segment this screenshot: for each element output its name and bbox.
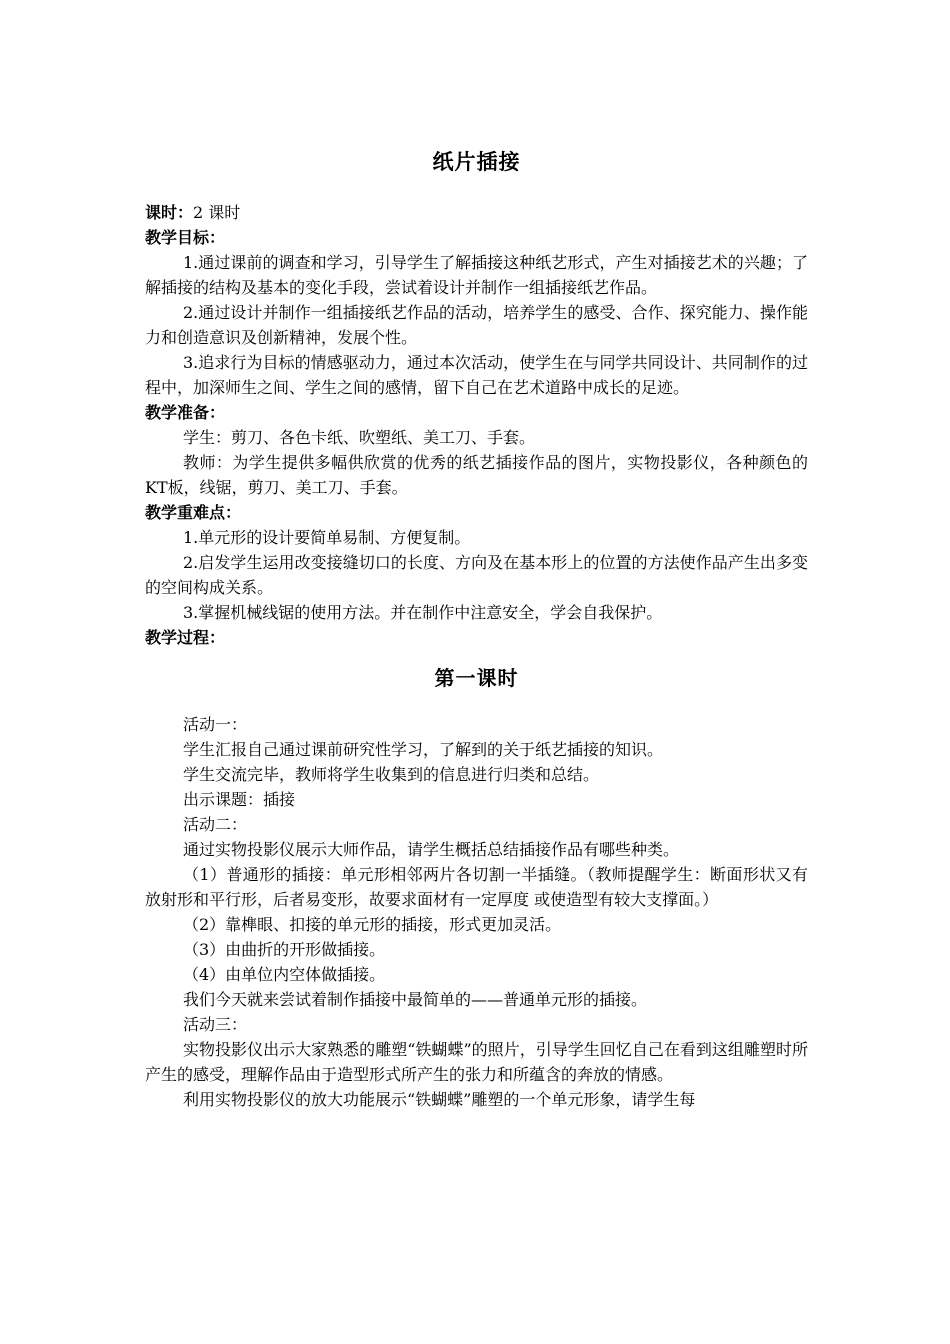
key-point-item: 2.启发学生运用改变接缝切口的长度、方向及在基本形上的位置的方法使作品产生出多变的空间构成关系。 — [145, 553, 808, 597]
lesson-line: 活动三： — [183, 1015, 248, 1034]
lesson-line: 利用实物投影仪的放大功能展示“铁蝴蝶”雕塑的一个单元形象，请学生每 — [183, 1090, 696, 1109]
key-point-item: 3.掌握机械线锯的使用方法。并在制作中注意安全，学会自我保护。 — [183, 603, 663, 622]
prep-heading: 教学准备： — [145, 403, 226, 422]
goal-item: 3.追求行为目标的情感驱动力，通过本次活动，使学生在与同学共同设计、共同制作的过程中，加深师生之间、学生之间的感情，留下自己在艺术道路中成长的足迹。 — [145, 353, 808, 397]
lesson-line: （3）由曲折的开形做插接。 — [183, 940, 386, 959]
lesson-line: 活动二： — [183, 815, 248, 834]
hours-value: 2 课时 — [193, 203, 241, 222]
lesson-line: 出示课题：插接 — [183, 790, 296, 809]
lesson-line: 学生汇报自己通过课前研究性学习，了解到的关于纸艺插接的知识。 — [183, 740, 664, 759]
key-points-heading: 教学重难点： — [145, 503, 242, 522]
lesson-line: 我们今天就来尝试着制作插接中最简单的——普通单元形的插接。 — [183, 990, 648, 1009]
prep-item: 学生：剪刀、各色卡纸、吹塑纸、美工刀、手套。 — [183, 428, 536, 447]
lesson-line: （2）靠榫眼、扣接的单元形的插接，形式更加灵活。 — [183, 915, 562, 934]
lesson-line: （4）由单位内空体做插接。 — [183, 965, 386, 984]
lesson-line: 学生交流完毕，教师将学生收集到的信息进行归类和总结。 — [183, 765, 600, 784]
lesson-line: 实物投影仪出示大家熟悉的雕塑“铁蝴蝶”的照片，引导学生回忆自己在看到这组雕塑时所产生的感受，理解作品由于造型形式所产生的张力和所蕴含的奔放的情感。 — [145, 1040, 808, 1084]
process-heading: 教学过程： — [145, 628, 226, 647]
key-point-item: 1.单元形的设计要简单易制、方便复制。 — [183, 528, 471, 547]
lesson-line: （1）普通形的插接：单元形相邻两片各切割一半插缝。（教师提醒学生：断面形状又有放射形和平行形，后者易变形，故要求面材有一定厚度 或使造型有较大支撑面。） — [145, 865, 808, 909]
prep-item: 教师：为学生提供多幅供欣赏的优秀的纸艺插接作品的图片，实物投影仪，各种颜色的KT板，线锯，剪刀、美工刀、手套。 — [145, 453, 808, 497]
lesson-title: 第一课时 — [434, 666, 519, 690]
lesson-line: 活动一： — [183, 715, 248, 734]
lesson-line: 通过实物投影仪展示大师作品，请学生概括总结插接作品有哪些种类。 — [183, 840, 680, 859]
goals-heading: 教学目标： — [145, 228, 226, 247]
document-title: 纸片插接 — [432, 150, 521, 174]
goal-item: 2.通过设计并制作一组插接纸艺作品的活动，培养学生的感受、合作、探究能力、操作能力和创造意识及创新精神，发展个性。 — [145, 303, 808, 347]
document-body — [145, 146, 808, 1112]
hours-line — [145, 200, 808, 225]
hours-label: 课时： — [145, 203, 194, 222]
goal-item: 1.通过课前的调查和学习，引导学生了解插接这种纸艺形式，产生对插接艺术的兴趣；了解插接的结构及基本的变化手段，尝试着设计并制作一组插接纸艺作品。 — [145, 253, 808, 297]
